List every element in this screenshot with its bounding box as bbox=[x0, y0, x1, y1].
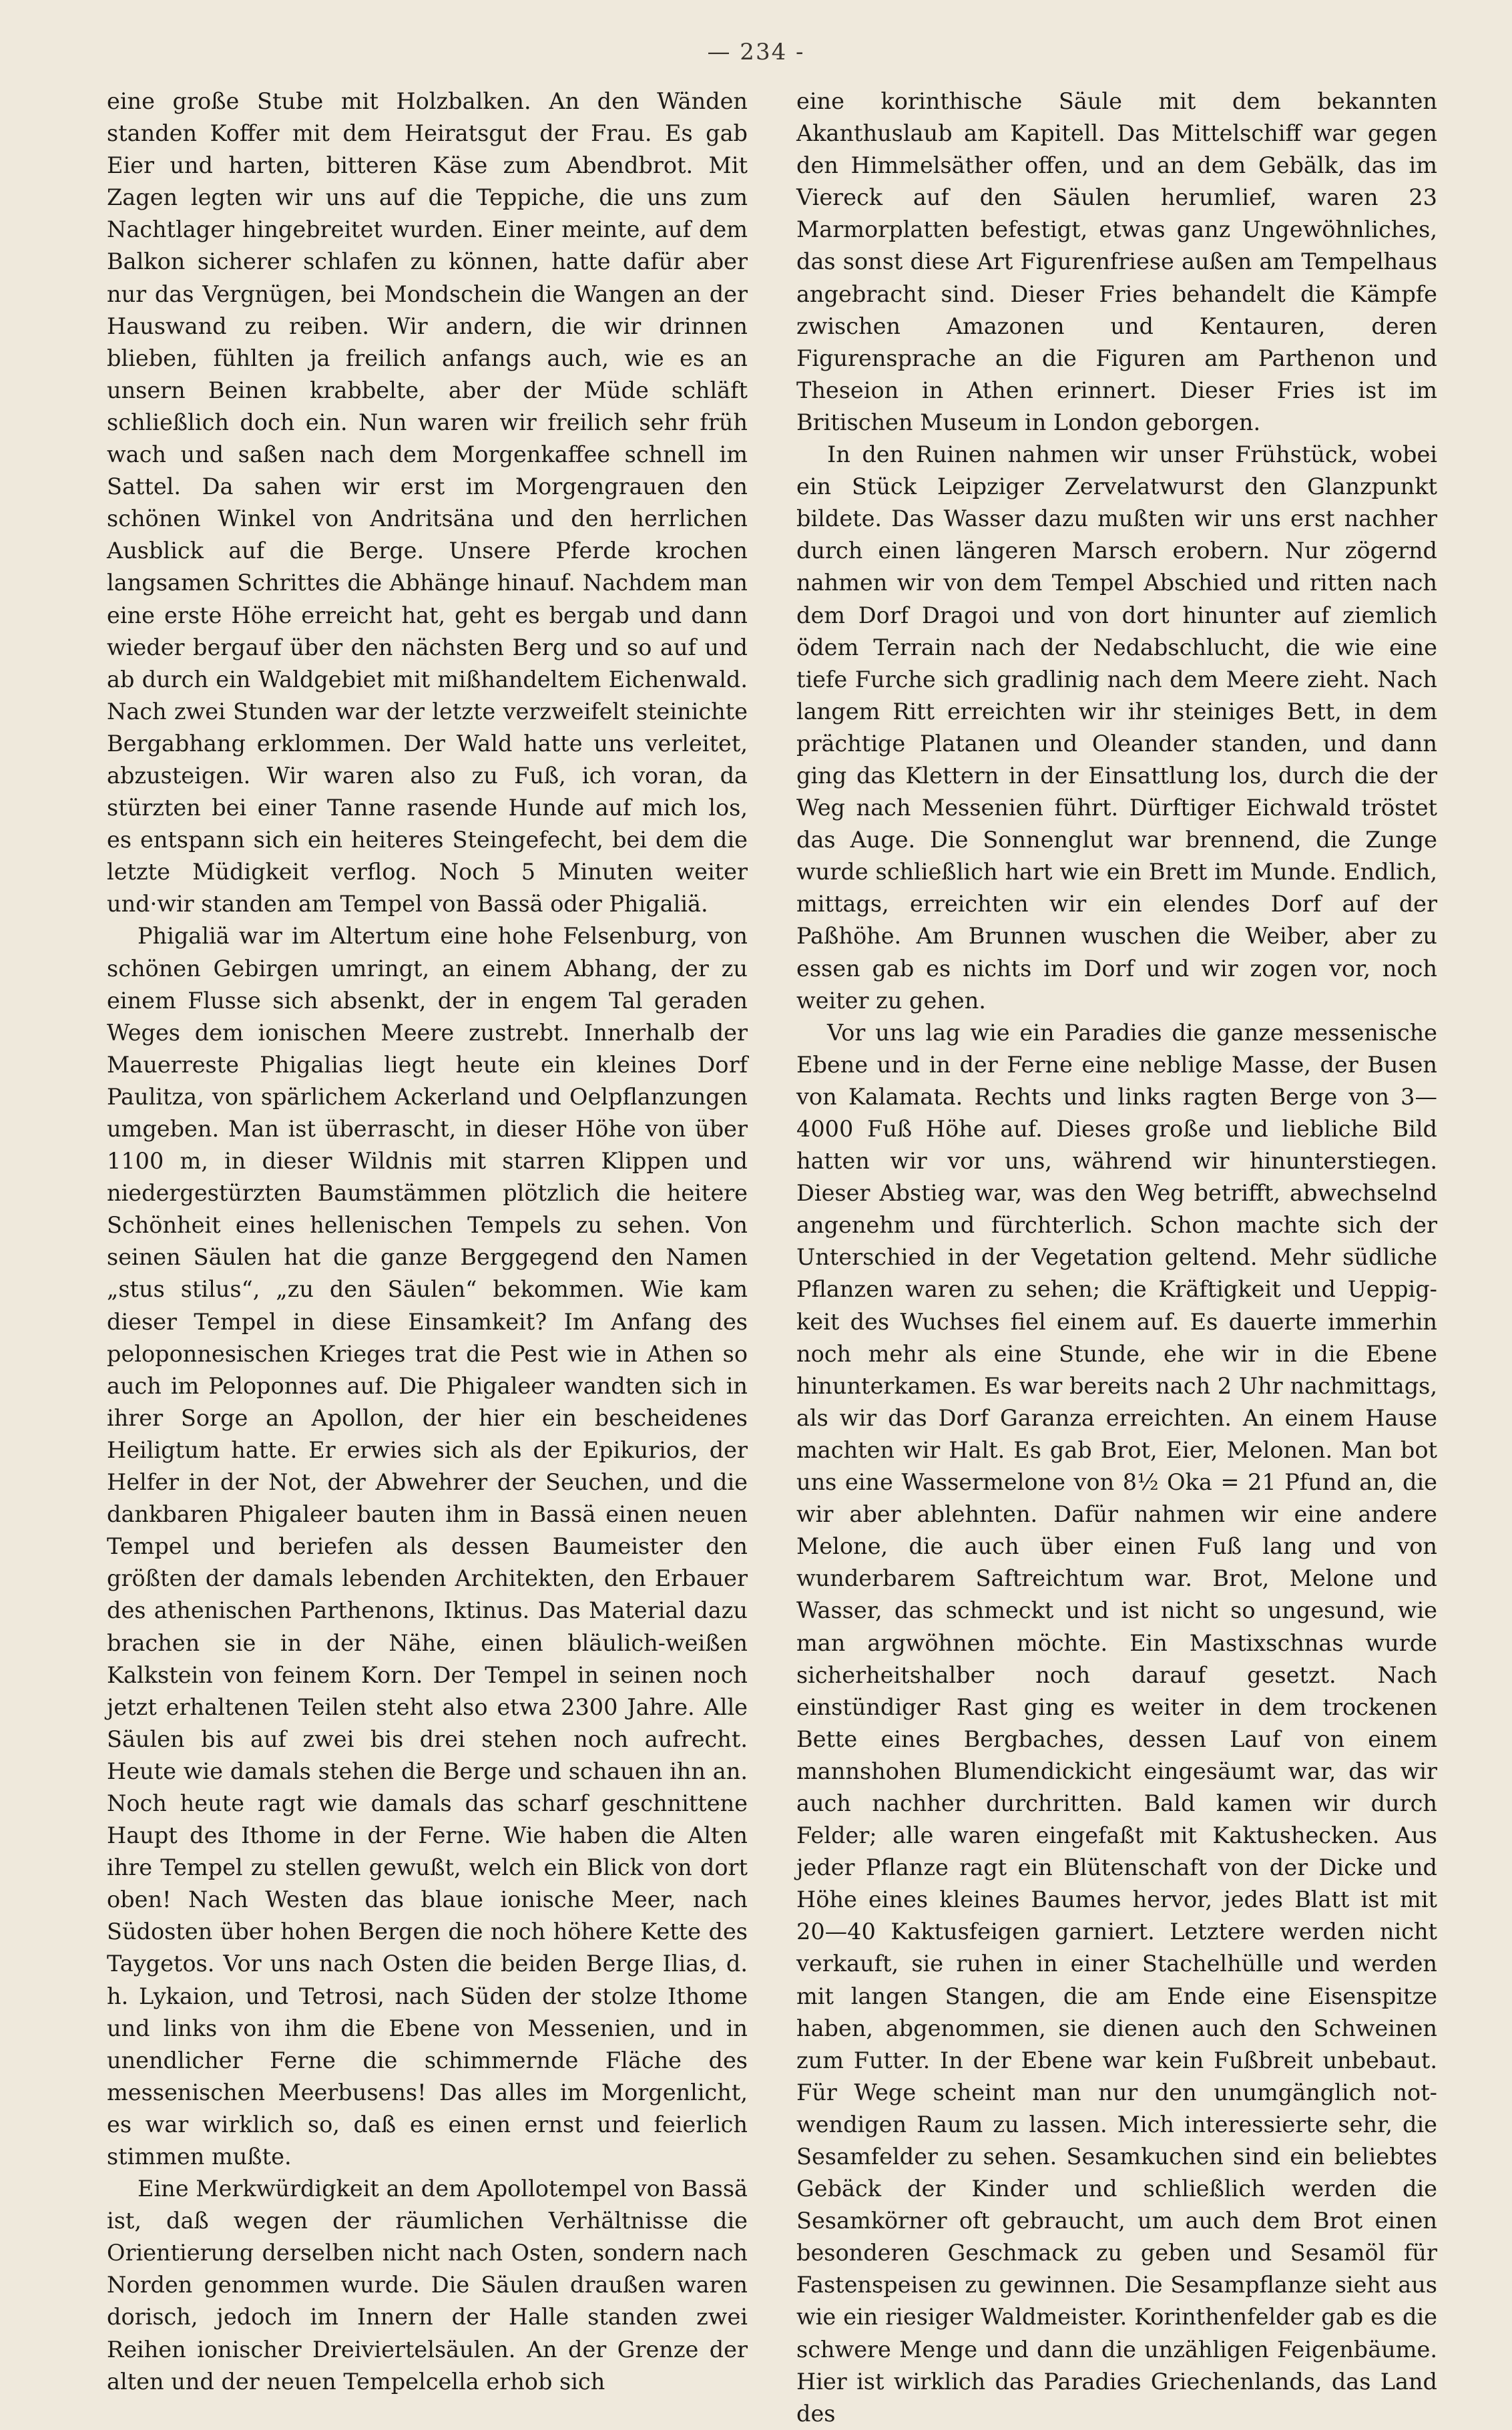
paragraph: Vor uns lag wie ein Paradies die ganze messenische Ebene und in der Ferne eine neblige Masse, der Busen von Kalamata. Rechts und links ragten Berge von 3—4000 Fuß Höhe auf. Dieses große und liebliche Bild hatten wir vor uns, während wir hinunterstiegen. Dieser Abstieg war, was den Weg betrifft, abwechselnd angenehm und fürchterlich. Schon machte sich der Unterschied in der Vegetation geltend. Mehr südliche Pflanzen waren zu sehen; die Kräftigkeit und Ueppigkeit des Wuchses fiel einem auf. Es dauerte immerhin noch mehr als eine Stunde, ehe wir in die Ebene hinunterkamen. Es war bereits nach 2 Uhr nachmittags, als wir das Dorf Garanza erreichten. An einem Hause machten wir Halt. Es gab Brot, Eier, Melonen. Man bot uns eine Wassermelone von 8½ Oka = 21 Pfund an, die wir aber ablehnten. Dafür nahmen wir eine andere Melone, die auch über einen Fuß lang und von wunderbarem Saftreichtum war. Brot, Melone und Wasser, das schmeckt und ist nicht so ungesund, wie man argwöhnen möchte. Ein Mastixschnas wurde sicherheitshalber noch darauf gesetzt. Nach einstündiger Rast ging es weiter in dem trockenen Bette eines Bergbaches, dessen Lauf von einem mannshohen Blumendickicht eingesäumt war, das wir auch nachher durchritten. Bald kamen wir durch Felder; alle waren eingefaßt mit Kaktushecken. Aus jeder Pflanze ragt ein Blütenschaft von der Dicke und Höhe eines kleines Baumes hervor, jedes Blatt ist mit 20—40 Kaktusfeigen garniert. Letztere werden nicht verkauft, sie ruhen in einer Stachelhülle und werden mit langen Stangen, die am Ende eine Eisenspitze haben, abgenommen, sie dienen auch den Schweinen zum Futter. In der Ebene war kein Fußbreit unbebaut. Für Wege scheint man nur den unumgänglich notwendigen Raum zu lassen. Mich interessierte sehr, die Sesamfelder zu sehen. Sesamkuchen sind ein beliebtes Gebäck der Kinder und schließlich werden die Sesamkörner oft gebraucht, um auch dem Brot einen besonderen Geschmack zu geben und Sesamöl für Fastenspeisen zu gewinnen. Die Sesampflanze sieht aus wie ein riesiger Waldmeister. Korinthenfelder gab es die schwere Menge und dann die unzähligen Feigenbäume. Hier ist wirklich das Paradies Griechenlands, das Land des bbox=[796, 1019, 1437, 2427]
paragraph: In den Ruinen nahmen wir unser Frühstück, wobei ein Stück Leipziger Zervelatwurst den Glanzpunkt bildete. Das Wasser dazu mußten wir uns erst nachher durch einen längeren Marsch erobern. Nur zögernd nahmen wir von dem Tempel Abschied und ritten nach dem Dorf Dragoi und von dort hinunter auf ziemlich ödem Terrain nach der Nedabschlucht, die wie eine tiefe Furche sich gradlinig nach dem Meere zieht. Nach langem Ritt erreichten wir ihr steiniges Bett, in dem prächtige Platanen und Oleander standen, und dann ging das Klettern in der Einsattlung los, durch die der Weg nach Messenien führt. Dürftiger Eichwald tröstet das Auge. Die Sonnenglut war brennend, die Zunge wurde schließlich hart wie ein Brett im Munde. Endlich, mittags, erreichten wir ein elendes Dorf auf der Paßhöhe. Am Brunnen wuschen die Weiber, aber zu essen gab es nichts im Dorf und wir zogen vor, noch weiter zu gehen. bbox=[796, 441, 1437, 1014]
paragraph: eine korinthische Säule mit dem bekannten Akanthuslaub am Kapitell. Das Mittelschiff war gegen den Himmelsäther offen, und an dem Gebälk, das im Viereck auf den Säulen herumlief, waren 23 Marmorplatten befestigt, etwas ganz Ungewöhnliches, das sonst diese Art Figurenfriese außen am Tempelhaus angebracht sind. Dieser Fries behandelt die Kämpfe zwischen Amazonen und Kentauren, deren Figurensprache an die Figuren am Parthenon und Theseion in Athen erinnert. Dieser Fries ist im Britischen Museum in London geborgen. bbox=[796, 88, 1437, 435]
paragraph: eine große Stube mit Holzbalken. An den Wänden standen Koffer mit dem Heiratsgut der Frau. Es gab Eier und harten, bitteren Käse zum Abendbrot. Mit Zagen legten wir uns auf die Teppiche, die uns zum Nachtlager hingebreitet wurden. Einer meinte, auf dem Balkon sicherer schlafen zu können, hatte dafür aber nur das Vergnügen, bei Mondschein die Wangen an der Hauswand zu reiben. Wir andern, die wir drinnen blieben, fühlten ja freilich anfangs auch, wie es an unsern Beinen krabbelte, aber der Müde schläft schließlich doch ein. Nun waren wir freilich sehr früh wach und saßen nach dem Morgenkaffee schnell im Sattel. Da sahen wir erst im Morgengrauen den schönen Winkel von Andritsäna und den herrlichen Ausblick auf die Berge. Unsere Pferde krochen langsamen Schrittes die Abhänge hinauf. Nachdem man eine erste Höhe erreicht hat, geht es bergab und dann wieder bergauf über den nächsten Berg und so auf und ab durch ein Waldgebiet mit mißhandeltem Eichenwald. Nach zwei Stunden war der letzte verzweifelt steinichte Bergabhang erklommen. Der Wald hatte uns verleitet, abzusteigen. Wir waren also zu Fuß, ich voran, da stürzten bei einer Tanne rasende Hunde auf mich los, es entspann sich ein heiteres Steingefecht, bei dem die letzte Müdigkeit verflog. Noch 5 Minuten weiter und·wir standen am Tempel von Bassä oder Phigaliä. bbox=[107, 88, 748, 918]
paragraph: Phigaliä war im Altertum eine hohe Felsenburg, von schönen Gebirgen umringt, an einem Abhang, der zu einem Flusse sich absenkt, der in engem Tal geraden Weges dem ionischen Meere zustrebt. Innerhalb der Mauerreste Phigalias liegt heute ein kleines Dorf Paulitza, von spärlichem Ackerland und Oelpflanzungen umgeben. Man ist überrascht, in dieser Höhe von über 1100 m, in dieser Wildnis mit starren Klippen und niedergestürzten Baumstämmen plötzlich die heitere Schönheit eines hellenischen Tempels zu sehen. Von seinen Säulen hat die ganze Berggegend den Namen „stus stilus“, „zu den Säulen“ bekommen. Wie kam dieser Tempel in diese Einsamkeit? Im Anfang des peloponnesischen Krieges trat die Pest wie in Athen so auch im Peloponnes auf. Die Phigaleer wandten sich in ihrer Sorge an Apollon, der hier ein bescheidenes Heiligtum hatte. Er erwies sich als der Epikurios, der Helfer in der Not, der Abwehrer der Seuchen, und die dankbaren Phigaleer bauten ihm in Bassä einen neuen Tempel und beriefen als dessen Baumeister den größten der damals lebenden Architekten, den Erbauer des athenischen Parthenons, Iktinus. Das Material dazu brachen sie in der Nähe, einen bläulich-weißen Kalkstein von feinem Korn. Der Tempel in seinen noch jetzt erhaltenen Teilen steht also etwa 2300 Jahre. Alle Säulen bis auf zwei bis drei stehen noch aufrecht. Heute wie damals stehen die Berge und schauen ihn an. Noch heute ragt wie damals das scharf geschnittene Haupt des Ithome in der Ferne. Wie haben die Alten ihre Tempel zu stellen gewußt, welch ein Blick von dort oben! Nach Westen das blaue ionische Meer, nach Südosten über hohen Bergen die noch höhere Kette des Taygetos. Vor uns nach Osten die beiden Berge Ilias, d. h. Lykaion, und Tetrosi, nach Süden der stolze Ithome und links von ihm die Ebene von Messenien, und in unendlicher Ferne die schimmernde Fläche des messenischen Meerbusens! Das alles im Morgenlicht, es war wirklich so, daß es einen ernst und feierlich stimmen mußte. bbox=[107, 923, 748, 2170]
page-number: — 234 - bbox=[707, 39, 805, 65]
left-column bbox=[107, 85, 748, 2398]
right-column bbox=[796, 85, 1437, 2430]
paragraph: Eine Merkwürdigkeit an dem Apollotempel von Bassä ist, daß wegen der räumlichen Verhältnisse die Orientierung derselben nicht nach Osten, sondern nach Norden genommen wurde. Die Säulen draußen waren dorisch, jedoch im Innern der Halle standen zwei Reihen ionischer Dreiviertelsäulen. An der Grenze der alten und der neuen Tempelcella erhob sich bbox=[107, 2176, 748, 2395]
